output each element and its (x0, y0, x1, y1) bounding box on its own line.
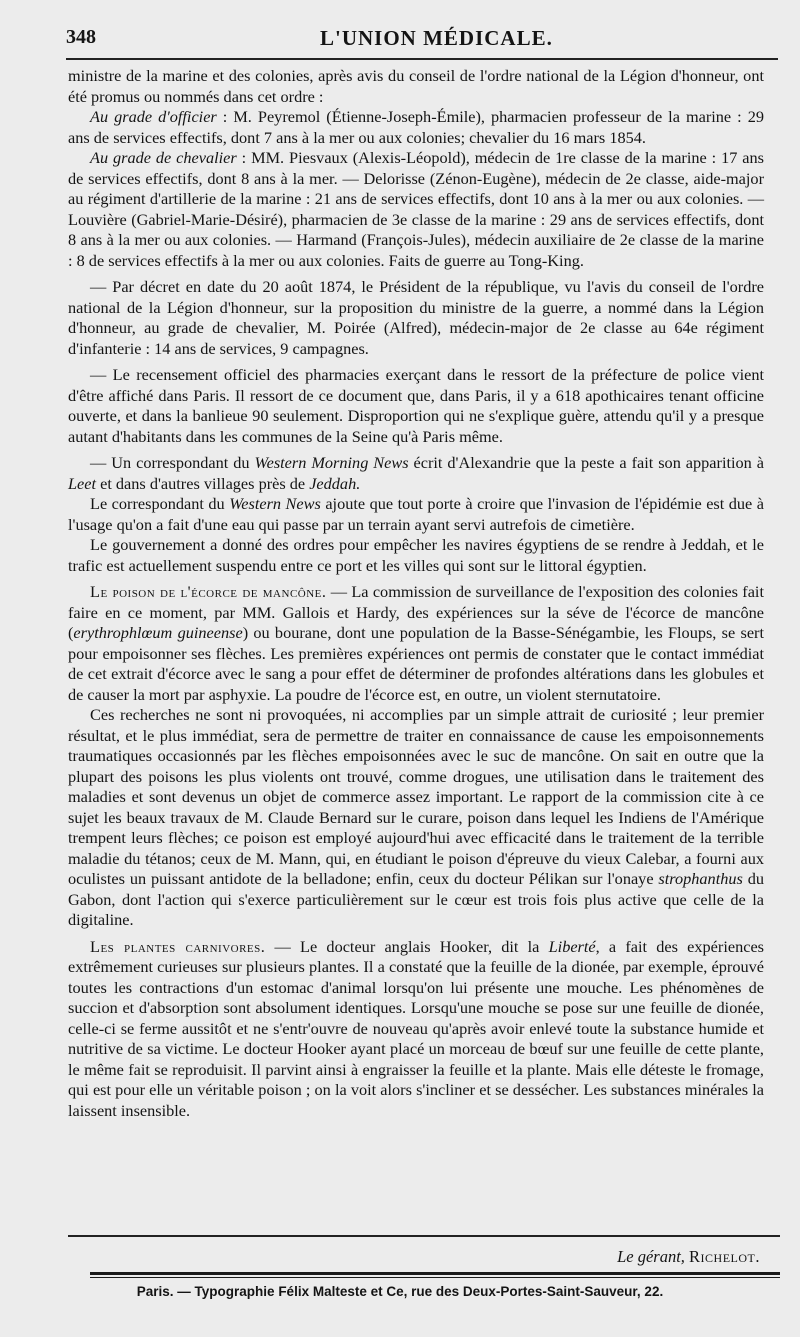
paragraph-carnivorous-plants: Les plantes carnivores. — Le docteur anglais Hooker, dit la Liberté, a fait des expériences extrêmement curieuses sur plusieurs plantes. Il a constaté que la feuille de la dionée, par exemple, éprouvé toutes les contractions d'un estomac d'animal lorsqu'on lui présente une mouche. Les phénomènes de succion et d'absorption sont absolument identiques. Lorsqu'une mouche se pose sur une feuille de dionée, celle-ci se ferme aussitôt et ne s'entr'ouvre de nouveau qu'après avoir enlevé toute la substance humide et nutritive de sa victime. Le docteur Hooker ayant placé un morceau de bœuf sur une feuille de cette plante, le même fait se reproduisit. Il parvint ainsi à engraisser la feuille et la plante. Mais elle déteste le fromage, qui est pour elle un véritable poison ; on la voit alors s'incliner et se dessécher. Les substances minérales la laissent insensible. (68, 936, 765, 1120)
page-header (0, 24, 800, 54)
paragraph-plague-report: — Un correspondant du Western Morning News écrit d'Alexandrie que la peste a fait son apparition à Leet et dans d'autres villages près de Jeddah. (68, 453, 764, 493)
header-rule (66, 58, 778, 60)
grade-label-chevalier: Au grade de chevalier (90, 148, 237, 167)
journal-title: L'UNION MÉDICALE. (320, 26, 553, 50)
paragraph-pharmacies-census: — Le recensement officiel des pharmacies exerçant dans le ressort de la préfecture de police vient d'être affiché dans Paris. Il ressort de ce document que, dans Paris, il y a 618 apothicaires tenant officine ouverte, et dans la banlieue 90 seulement. Disproportion qui ne s'explique guère, attendu qu'il y a presque autant d'habitants dans les communes de la Seine qu'à Paris même. (68, 365, 764, 446)
paragraph-decree-intro: ministre de la marine et des colonies, après avis du conseil de l'ordre national de la Légion d'honneur, ont été promus ou nommés dans cet ordre : (68, 66, 764, 106)
page-number: 348 (66, 26, 96, 48)
paragraph-poison-research: Ces recherches ne sont ni provoquées, ni accomplies par un simple attrait de curiosité ; leur premier résultat, et le plus immédiat, sera de permettre de traiter en connaissance de cause les empoisonnements traumatiques occasionnés par les flèches empoisonnées avec le suc de mancône. On sait en outre que la plupart des poisons les plus violents ont trouvé, comme drogues, une utilisation dans le traitement des maladies et sont devenus un objet de commerce assez important. Le rapport de la commission cite à ce sujet les beaux travaux de M. Claude Bernard sur le curare, poison dans lequel les Indiens de l'Amérique trempent leurs flèches; ce poison est employé aujourd'hui avec efficacité dans le traitement de la terrible maladie du tétanos; ceux de M. Mann, qui, en étudiant le poison d'épreuve du vieux Calebar, a fourni aux oculistes un puissant antidote de la belladone; enfin, ceux du docteur Pélikan sur l'onaye strophanthus du Gabon, dont l'action qui s'exerce particulièrement sur le cœur est trois fois plus active que celle de la digitaline. (68, 705, 764, 929)
editor-signature: Le gérant, Richelot. (617, 1247, 760, 1266)
paragraph-epidemic-cause: Le correspondant du Western News ajoute que tout porte à croire que l'invasion de l'épidémie est due à l'usage qu'on a fait d'une eau qui passe par un terrain ayant servi autrefois de cimetière. (68, 494, 765, 534)
grade-label-officer: Au grade d'officier (90, 107, 217, 126)
footer-rule (68, 1235, 780, 1237)
imprint-rule-thick (90, 1272, 780, 1275)
paragraph-mancone-poison: Le poison de l'écorce de mancône. — La commission de surveillance de l'exposition des colonies fait faire en ce moment, par MM. Gallois et Hardy, des expériences sur la séve de l'écorce de mancône (erythrophlœum guineense) ou bourane, dont une population de la Basse-Sénégambie, les Floups, se sert pour empoisonner ses flèches. Les premières expériences ont permis de constater que le contact immédiat de cet extrait d'écorce avec le sang a pour effet de déterminer de profondes altérations dans les globules et de causer la mort par asphyxie. La poudre de l'écorce est, en outre, un violent sternutatoire. (68, 582, 764, 704)
imprint-rule-thin (90, 1277, 780, 1278)
printer-imprint: Paris. — Typographie Félix Malteste et Ce, rue des Deux-Portes-Saint-Sauveur, 22. (136, 1284, 664, 1299)
section-heading-mancone: Le poison de l'écorce de mancône. (90, 582, 327, 601)
article-body (68, 66, 764, 1121)
paragraph-decree-august: — Par décret en date du 20 août 1874, le Président de la république, vu l'avis du conseil de l'ordre national de la Légion d'honneur, sur la proposition du ministre de la guerre, a nommé dans la Légion d'honneur, au grade de chevalier, M. Poirée (Alfred), médecin-major de 2e classe au 64e régiment d'infanterie : 14 ans de services, 9 campagnes. (68, 277, 764, 358)
section-heading-plants: Les plantes carnivores. (90, 936, 266, 956)
paragraph-government-orders: Le gouvernement a donné des ordres pour empêcher les navires égyptiens de se rendre à Jeddah, et le trafic est actuellement suspendu entre ce port et les villes qui sont sur le littoral égyptien. (68, 535, 764, 575)
paragraph-officer-grade: Au grade d'officier : M. Peyremol (Étienne-Joseph-Émile), pharmacien professeur de la marine : 29 ans de services effectifs, dont 7 ans à la mer ou aux colonies; chevalier du 16 mars 1854. (68, 107, 764, 147)
paragraph-chevalier-grade: Au grade de chevalier : MM. Piesvaux (Alexis-Léopold), médecin de 1re classe de la marine : 17 ans de services effectifs, dont 8 ans à la mer. — Delorisse (Zénon-Eugène), médecin de 2e classe, aide-major au régiment d'artillerie de la marine : 21 ans de services effectifs, dont 10 ans à la mer ou aux colonies. — Louvière (Gabriel-Marie-Désiré), pharmacien de 3e classe de la marine : 29 ans de services effectifs, dont 8 ans à la mer ou aux colonies. — Harmand (François-Jules), médecin auxiliaire de 2e classe de la marine : 8 de services effectifs à la mer ou aux colonies. Faits de guerre au Tong-King. (68, 148, 764, 270)
